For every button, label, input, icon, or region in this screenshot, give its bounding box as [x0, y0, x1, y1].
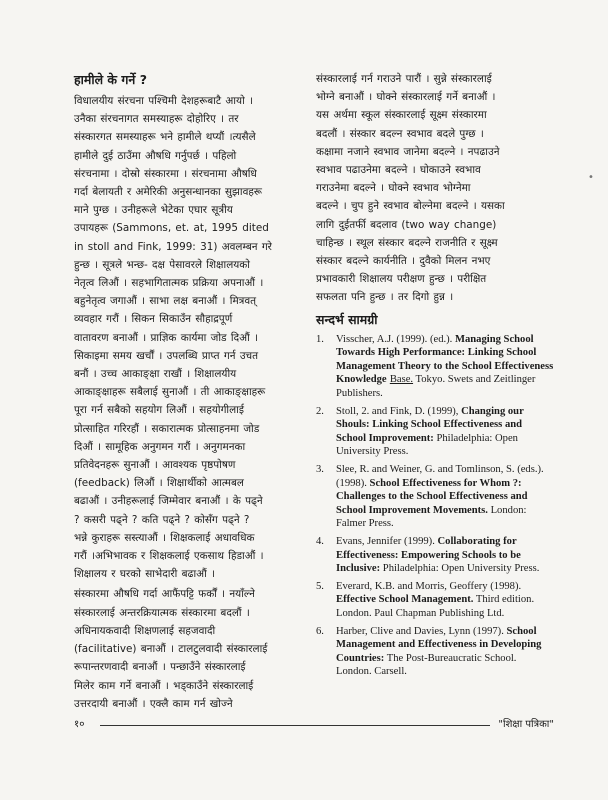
paragraph-3 [316, 70, 554, 307]
text-line: गराउनेमा बदल्ने । घोक्ने स्वभाव भोग्नेमा [316, 182, 471, 195]
reference-title: Collaborating for Effectiveness: Empowering Schools to be Inclusive: [336, 535, 521, 575]
reference-title-underlined: Base. [389, 374, 414, 386]
reference-publisher: Philadelphia: Open University Press. [380, 563, 540, 575]
reference-authors: Visscher, A.J. (1999). (ed.). [336, 333, 455, 345]
text-line: हुन्छ । सूत्रले भन्छ- दक्ष पेसावरले शिक्षालयको [74, 258, 250, 271]
footer-rule [100, 725, 490, 726]
text-line: अधिनायकवादी शिक्षणलाई सहजवादी [74, 624, 216, 637]
reference-authors: Harber, Clive and Davies, Lynn (1997). [336, 625, 507, 637]
paragraph-2 [74, 585, 298, 712]
reference-item [316, 463, 554, 531]
text-line: माने पुग्छ । उनीहरूले भेटेका एघार सूत्रीय [74, 204, 233, 217]
text-line: संस्कारमा औषधि गर्दा आफैंपट्टि फर्कौं । नयाँल्ने [74, 588, 255, 601]
reference-title: Changing our Shouls: Linking School Effectiveness and School Improvement: [336, 405, 524, 444]
text-line: भन्ने कुराहरू सस्त्याऔं । शिक्षकलाई अधावधिक [74, 531, 255, 544]
text-line: सफलता पनि हुन्छ । तर दिगो हुन्न । [316, 291, 454, 304]
text-line: संस्कारलाई गर्न गराउने पारौं । सुन्ने संस्कारलाई [316, 73, 492, 85]
text-line: चाहिन्छ । स्थूल संस्कार बदल्ने राजनीति र सूक्ष्म [316, 236, 498, 249]
reference-text [336, 580, 554, 621]
text-line: पूरा गर्न सबैको सहयोग लिऔं । सहयोगीलाई [74, 404, 244, 417]
text-line: व्यवहार गरौं । सिकन सिकाउँन सौहाद्रपूर्ण [74, 313, 233, 326]
text-line: बदलौं । संस्कार बदल्न स्वभाव बदले पुग्छ । [316, 127, 484, 140]
reference-number: 4. [316, 535, 324, 547]
reference-number: 5. [316, 580, 324, 592]
text-line: मिलेर काम गर्ने बनाऔं । भड्काउँने संस्कारलाई [74, 679, 254, 692]
reference-item [316, 333, 554, 401]
text-line: हामीले दुई ठाउँमा औषधि गर्नुपर्छ । पहिलो [74, 149, 237, 162]
text-line: प्रभावकारी शिक्षालय परीक्षण हुन्छ । परीक्षित [316, 273, 487, 286]
text-line: आकाङ्क्षाहरू सबैलाई सुनाऔं । ती आकाङ्क्षाहरू [74, 386, 266, 399]
text-line: उत्तरदायी बनाऔं । एक्लै काम गर्न खोज्ने [74, 697, 233, 710]
right-column [316, 70, 554, 683]
references-list [316, 333, 554, 679]
text-line: प्रतिवेदनहरू सुनाऔं । आवश्यक पृष्ठपोषण [74, 459, 236, 472]
reference-number: 6. [316, 625, 324, 637]
text-line: संस्कारगत समस्याहरू भने हामीले थप्यौं ।त्यसैले [74, 131, 256, 144]
references-heading: सन्दर्भ सामग्री [316, 311, 378, 327]
text-line: रूपान्तरणवादी बनाऔं । पन्छाउँने संस्कारलाई [74, 661, 246, 674]
reference-text [336, 405, 554, 459]
reference-title: School Effectiveness for Whom ?: Challenges to the School Effectiveness and School Improvement Movements. [336, 477, 528, 516]
text-line: लागि दुईतर्फी बदलाव (two way change) [316, 218, 497, 231]
text-line: शिक्षालय र घरको साभेदारी बढाऔं । [74, 568, 215, 581]
reference-item [316, 405, 554, 459]
text-line: प्रोत्साहित गरिरहौं । सकारात्मक प्रोत्साहनमा जोड [74, 422, 260, 435]
text-line: उपायहरू (Sammons, et. at, 1995 dited [74, 222, 269, 235]
reference-title: Effective School Management. [336, 594, 474, 606]
text-line: नेतृत्व लिऔं । सहभागितात्मक प्रक्रिया अपनाऔं । [74, 277, 264, 290]
text-line: संरचनामा । दोस्रो संस्कारमा । संरचनामा औषधि [74, 167, 257, 180]
text-line: in stoll and Fink, 1999: 31) अवलम्बन गरे [74, 240, 272, 253]
text-line: स्वभाव पढाउनेमा बदल्ने । घोकाउने स्वभाव [316, 164, 481, 177]
reference-authors: Evans, Jennifer (1999). [336, 535, 438, 547]
text-line: दिऔं । सामूहिक अनुगमन गरौं । अनुगमनका [74, 440, 246, 453]
reference-number: 2. [316, 405, 324, 417]
reference-item [316, 580, 554, 621]
text-line: विधालयीय संरचना पश्चिमी देशहरूबाटै आयो । [74, 95, 254, 107]
reference-publisher: The Post-Bureaucratic School. London. Carsell. [336, 652, 517, 678]
reference-number: 3. [316, 463, 324, 475]
text-line: गरौं ।अभिभावक र शिक्षकलाई एकसाथ हिडाऔं । [74, 550, 264, 563]
text-line: बदल्ने । चुप हुने स्वभाव बोल्नेमा बदल्ने । यसका [316, 200, 505, 213]
text-line: गर्दा बेलायती र अमेरिकी अनुसन्धानका सुझावहरू [74, 186, 262, 199]
text-line: (facilitative) बनाऔं । टालटुलवादी संस्कारलाई [74, 643, 268, 656]
text-line: यस अर्थमा स्कूल संस्कारलाई सूक्ष्म संस्कारमा [316, 109, 487, 122]
text-line: उनैका संरचनागत समस्याहरू दोहोरिए । तर [74, 113, 239, 126]
reference-publisher: Tokyo. Swets and Zeitlinger Publishers. [336, 374, 536, 400]
text-line: संस्कार बदल्ने कार्यनीति । दुवैको मिलन नभए [316, 255, 491, 268]
text-line: वातावरण बनाऔं । प्राज्ञिक कार्यमा जोड दिऔं । [74, 331, 258, 344]
reference-authors: Everard, K.B. and Morris, Geoffery (1998). [336, 580, 522, 592]
text-line: भोग्ने बनाऔं । घोक्ने संस्कारलाई गर्ने बनाऔं । [316, 91, 496, 104]
margin-mark: • [588, 172, 594, 183]
reference-title: Managing School Towards High Performance: Linking School Management Theory to the School Effectiveness Knowledge [336, 333, 554, 386]
reference-text [336, 333, 554, 401]
reference-publisher: Philadelphia: Open University Press. [336, 432, 518, 458]
section-heading: हामीले के गर्ने ? [74, 72, 147, 87]
reference-publisher: London: Falmer Press. [336, 504, 527, 530]
reference-item [316, 625, 554, 679]
text-line: बहुनेतृत्व जगाऔं । साभा लक्ष बनाऔं । मित्रवत् [74, 295, 257, 308]
reference-authors: Stoll, 2. and Fink, D. (1999), [336, 405, 462, 417]
text-line: सिकाइमा समय खर्चौं । उपलब्धि प्राप्त गर्न उचत [74, 349, 259, 362]
paragraph-1 [74, 92, 298, 583]
text-line: (feedback) लिऔं । शिक्षार्थीको आत्मबल [74, 477, 244, 490]
reference-number: 1. [316, 333, 324, 345]
text-line: संस्कारलाई अन्तरक्रियात्मक संस्कारमा बदलौं । [74, 606, 250, 619]
reference-title: School Management and Effectiveness in Developing Countries: [336, 625, 542, 664]
text-line: ? कसरी पढ्ने ? कति पढ्ने ? कोसँग पढ्ने ? [74, 513, 250, 526]
page-footer [74, 716, 554, 732]
reference-text [336, 535, 554, 576]
reference-authors: Slee, R. and Weiner, G. and Tomlinson, S. (eds.). (1998). [336, 463, 544, 489]
reference-text [336, 625, 554, 679]
reference-text [336, 463, 554, 531]
left-column [74, 70, 298, 715]
journal-title: "शिक्षा पत्रिका" [498, 719, 554, 730]
text-line: बढाऔं । उनीहरूलाई जिम्मेवार बनाऔं । के पढ्ने [74, 495, 263, 508]
text-line: बनौं । उच्च आकाङ्क्षा राखौं । शिक्षालयीय [74, 368, 237, 381]
reference-item [316, 535, 554, 576]
text-line: कक्षामा नजाने स्वभाव जानेमा बदल्ने । नपढाउने [316, 145, 500, 158]
reference-publisher: Third edition. London. Paul Chapman Publishing Ltd. [336, 594, 535, 619]
page-number: १० [74, 719, 85, 730]
